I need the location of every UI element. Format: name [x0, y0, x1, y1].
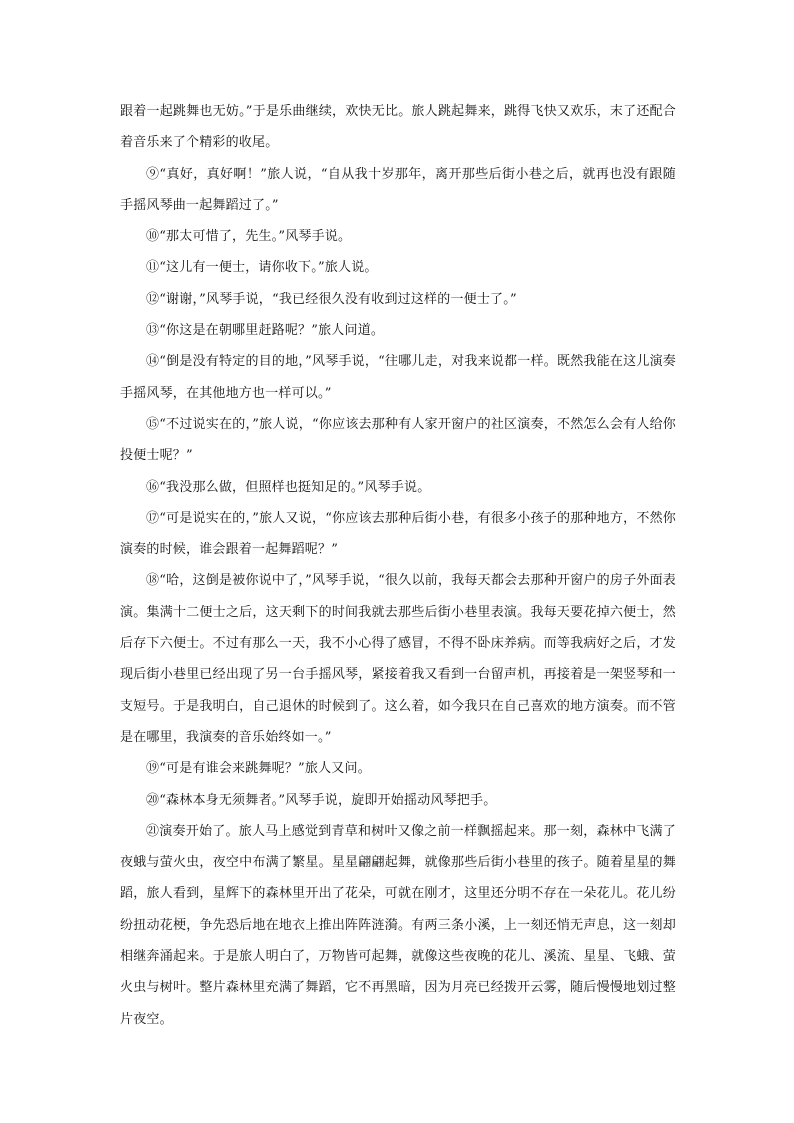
paragraph-21: ㉑演奏开始了。旅人马上感觉到青草和树叶又像之前一样飘摇起来。那一刻，森林中飞满了夜蛾与萤火虫，夜空中布满了繁星。星星翩翩起舞，就像那些后街小巷里的孩子。随着星星的舞蹈，旅人看到，星辉下的森林里开出了花朵，可就在刚才，这里还分明不存在一朵花儿。花儿纷纷扭动花梗，争先恐后地在地衣上推出阵阵涟漪。有两三条小溪，上一刻还悄无声息，这一刻却相继奔涌起来。于是旅人明白了，万物皆可起舞，就像这些夜晚的花儿、溪流、星星、飞蛾、萤火虫与树叶。整片森林里充满了舞蹈，它不再黑暗，因为月亮已经拨开云雾，随后慢慢地划过整片夜空。 — [120, 823, 676, 1027]
paragraph-11: ⑪“这儿有一便士，请你收下。”旅人说。 — [146, 260, 378, 276]
paragraph-14: ⑭“倒是没有特定的目的地，”风琴手说，“往哪儿走，对我来说都一样。既然我能在这儿演奏手摇风琴，在其他地方也一样可以。” — [120, 354, 676, 401]
paragraph-18: ⑱“哈，这倒是被你说中了，”风琴手说，“很久以前，我每天都会去那种开窗户的房子外面表演。集满十二便士之后，这天剩下的时间我就去那些后街小巷里表演。我每天要花掉六便士，然后存下六便士。不过有那么一天，我不小心得了感冒，不得不卧床养病。而等我病好之后，才发现后街小巷里已经出现了另一台手摇风琴，紧接着我又看到一台留声机，再接着是一架竖琴和一支短号。于是我明白，自己退休的时候到了。这么着，如今我只在自己喜欢的地方演奏。而不管是在哪里，我演奏的音乐始终如一。” — [120, 573, 676, 745]
paragraph-17: ⑰“可是说实在的，”旅人又说，“你应该去那种后街小巷，有很多小孩子的那种地方，不然你演奏的时候，谁会跟着一起舞蹈呢？” — [120, 510, 676, 558]
paragraph-continuation: 跟着一起跳舞也无妨。”于是乐曲继续，欢快无比。旅人跳起舞来，跳得飞快又欢乐，末了还配合着音乐来了个精彩的收尾。 — [120, 104, 676, 151]
paragraph-16: ⑯“我没那么做，但照样也挺知足的。”风琴手说。 — [146, 479, 431, 495]
paragraph-13: ⑬“你这是在朝哪里赶路呢？”旅人问道。 — [146, 323, 385, 339]
paragraph-19: ⑲“可是有谁会来跳舞呢？”旅人又问。 — [146, 761, 371, 777]
paragraph-15: ⑮“不过说实在的，”旅人说，“你应该去那种有人家开窗户的社区演奏，不然怎么会有人给你投便士呢？” — [120, 416, 676, 464]
paragraph-10: ⑩“那太可惜了，先生。”风琴手说。 — [146, 229, 352, 245]
document-body — [120, 96, 676, 1035]
paragraph-20: ⑳“森林本身无须舞者。”风琴手说，旋即开始摇动风琴把手。 — [146, 792, 497, 808]
paragraph-12: ⑫“谢谢，”风琴手说，“我已经很久没有收到过这样的一便士了。” — [146, 291, 517, 307]
paragraph-9: ⑨“真好，真好啊！”旅人说，“自从我十岁那年，离开那些后街小巷之后，就再也没有跟随手摇风琴曲一起舞蹈过了。” — [120, 166, 676, 213]
